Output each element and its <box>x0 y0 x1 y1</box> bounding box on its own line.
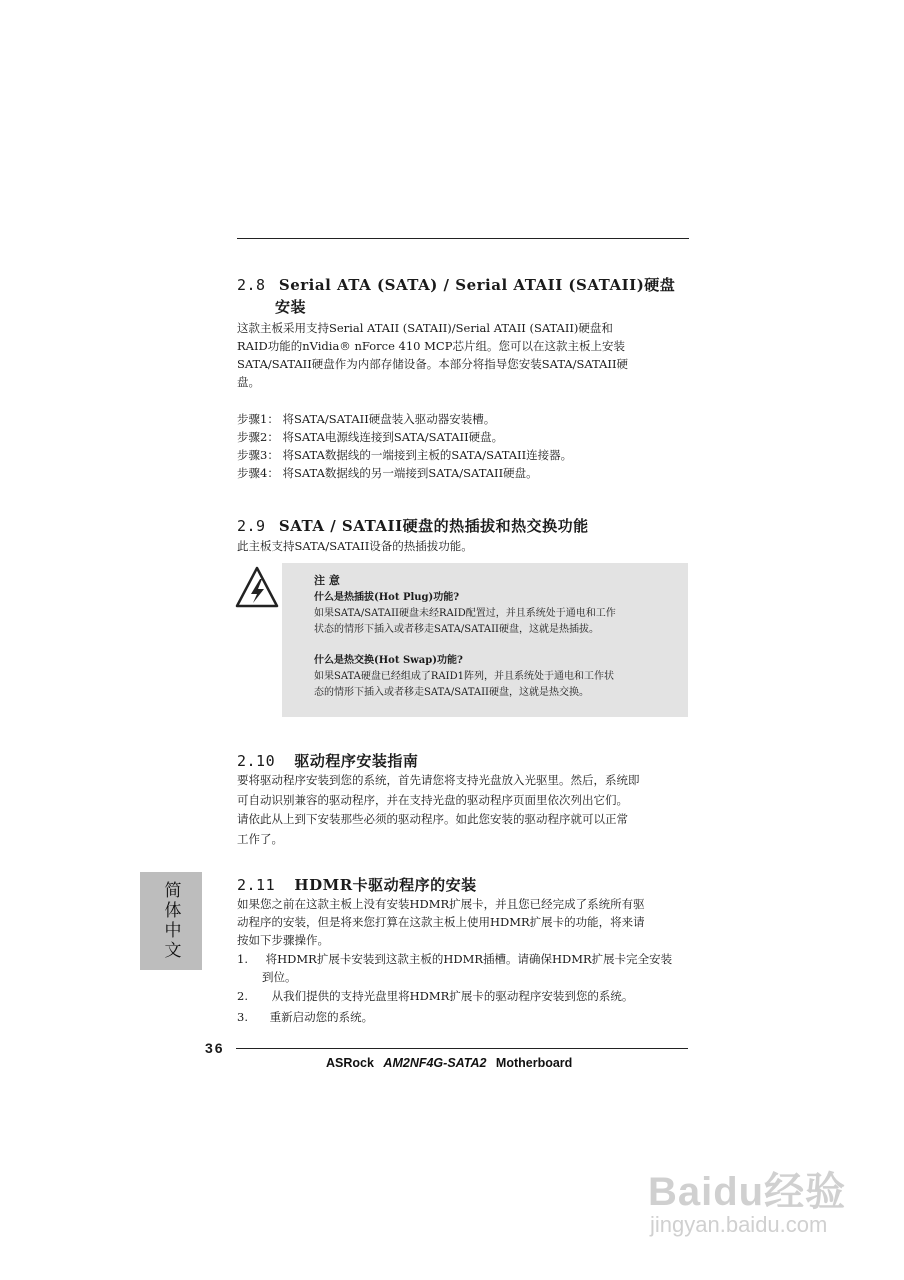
para-line: SATA/SATAII硬盘作为内部存储设备。本部分将指导您安装SATA/SATAII硬 <box>237 357 629 371</box>
note-question-hot-swap: 什么是热交换(Hot Swap)功能? <box>314 655 463 666</box>
heading-title: HDMR卡驱动程序的安装 <box>294 876 477 894</box>
para-line: 动程序的安装，但是将来您打算在这款主板上使用HDMR扩展卡的功能，将来请 <box>237 915 645 929</box>
list-item-2 <box>237 987 633 1005</box>
footer-brand: ASRock <box>326 1056 374 1070</box>
list-item-3 <box>237 1008 373 1026</box>
watermark-logo: Baidu经验 <box>648 1170 847 1214</box>
warning-icon <box>234 565 280 609</box>
list-item-1 <box>237 950 672 968</box>
language-label: 简体中文 <box>160 881 181 961</box>
para-line: 如果您之前在这款主板上没有安装HDMR扩展卡，并且您已经完成了系统所有驱 <box>237 897 645 911</box>
heading-number: 2.9 <box>237 517 266 535</box>
heading-number: 2.11 <box>237 876 276 894</box>
note-answer-line: 如果SATA/SATAII硬盘未经RAID配置过，并且系统处于通电和工作 <box>314 608 616 619</box>
para-line: 可自动识别兼容的驱动程序，并在支持光盘的驱动程序页面里依次列出它们。 <box>237 792 628 807</box>
note-answer-line: 如果SATA硬盘已经组成了RAID1阵列，并且系统处于通电和工作状 <box>314 671 614 682</box>
footer-title <box>326 1056 572 1070</box>
footer-rule <box>236 1048 688 1049</box>
step-3: 步骤3： 将SATA数据线的一端接到主板的SATA/SATAII连接器。 <box>237 448 573 462</box>
heading-title: 驱动程序安装指南 <box>294 752 419 770</box>
para-line: 要将驱动程序安装到您的系统，首先请您将支持光盘放入光驱里。然后，系统即 <box>237 773 640 787</box>
page-number: 36 <box>205 1040 225 1056</box>
heading-title-cont: 安装 <box>275 298 307 316</box>
list-item-1-cont: 到位。 <box>262 970 297 984</box>
para-line: 请依此从上到下安装那些必须的驱动程序。如此您安装的驱动程序就可以正常 <box>237 812 628 826</box>
para-line: 盘。 <box>237 375 260 389</box>
note-answer-line: 态的情形下插入或者移走SATA/SATAII硬盘，这就是热交换。 <box>314 687 590 698</box>
section-2-11-paragraph <box>237 895 689 949</box>
para-line: 这款主板采用支持Serial ATAII (SATAII)/Serial ATAII (SATAII)硬盘和 <box>237 321 613 335</box>
heading-title: SATA / SATAII硬盘的热插拔和热交换功能 <box>278 517 589 535</box>
section-2-8-heading <box>237 274 675 295</box>
list-item-number: 1. <box>237 952 248 966</box>
footer-product: Motherboard <box>495 1056 573 1070</box>
heading-title: Serial ATA (SATA) / Serial ATAII (SATAII)硬盘 <box>278 276 676 294</box>
language-side-tab <box>140 872 202 970</box>
list-item-number: 3. <box>237 1010 248 1024</box>
note-question-hot-plug: 什么是热插拔(Hot Plug)功能? <box>314 592 460 603</box>
section-2-9-paragraph: 此主板支持SATA/SATAII设备的热插拔功能。 <box>237 539 473 553</box>
heading-number: 2.8 <box>237 276 266 294</box>
list-item-number: 2. <box>237 989 248 1003</box>
section-2-8-heading-line2 <box>275 296 306 317</box>
note-answer-line: 状态的情形下插入或者移走SATA/SATAII硬盘，这就是热插拔。 <box>314 624 600 635</box>
list-item-text: 将HDMR扩展卡安装到这款主板的HDMR插槽。请确保HDMR扩展卡完全安装 <box>265 952 673 966</box>
footer-model: AM2NF4G-SATA2 <box>383 1056 487 1070</box>
top-rule <box>237 238 689 239</box>
para-line: RAID功能的nVidia® nForce 410 MCP芯片组。您可以在这款主板上安装 <box>237 339 625 353</box>
heading-number: 2.10 <box>237 752 276 770</box>
section-2-10-heading <box>237 750 418 771</box>
para-line: 工作了。 <box>237 831 283 846</box>
list-item-text: 重新启动您的系统。 <box>269 1010 374 1024</box>
step-4: 步骤4： 将SATA数据线的另一端接到SATA/SATAII硬盘。 <box>237 466 538 480</box>
para-line: 按如下步骤操作。 <box>237 933 329 947</box>
list-item-text: 从我们提供的支持光盘里将HDMR扩展卡的驱动程序安装到您的系统。 <box>271 989 634 1003</box>
note-title: 注 意 <box>314 574 340 587</box>
section-2-8-paragraph <box>237 319 689 391</box>
section-2-11-heading <box>237 874 477 895</box>
watermark-url: jingyan.baidu.com <box>650 1212 828 1237</box>
step-1: 步骤1： 将SATA/SATAII硬盘装入驱动器安装槽。 <box>237 412 496 426</box>
section-2-9-heading <box>237 515 589 536</box>
section-2-10-paragraph <box>237 771 689 849</box>
step-2: 步骤2： 将SATA电源线连接到SATA/SATAII硬盘。 <box>237 430 504 444</box>
